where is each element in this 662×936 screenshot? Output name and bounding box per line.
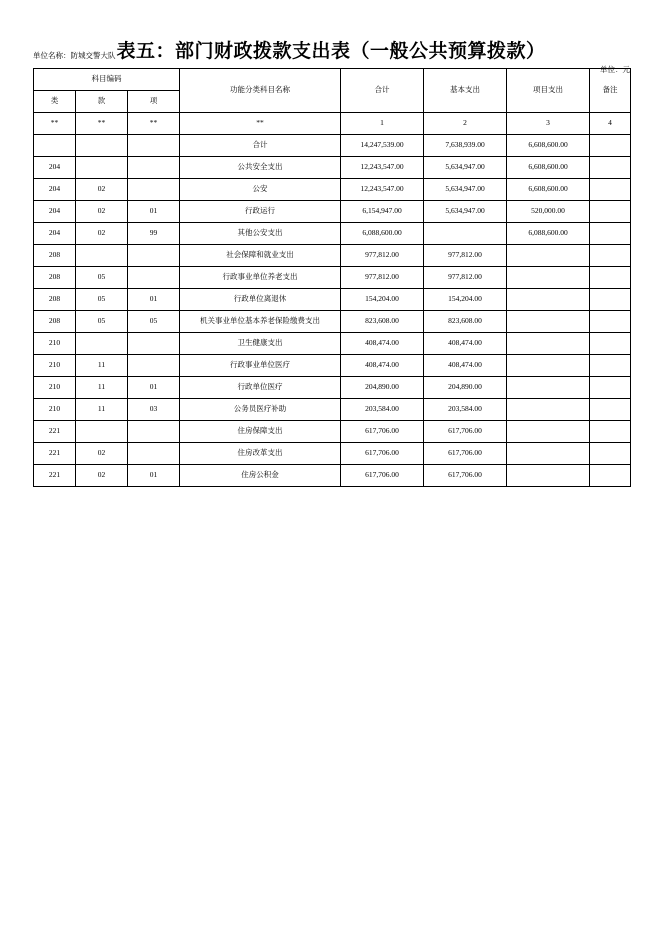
header-kuan: 款 [76,91,128,113]
cell-note [590,311,631,333]
cell-kuan: 11 [76,377,128,399]
cell-total: 12,243,547.00 [341,157,424,179]
table-row [34,465,631,487]
cell-name: 公务员医疗补助 [180,399,341,421]
cell-lei: 210 [34,355,76,377]
cell-basic: 5,634,947.00 [424,179,507,201]
cell-lei: 210 [34,333,76,355]
cell-kuan: 02 [76,223,128,245]
cell-name: 住房公积金 [180,465,341,487]
cell-name: 行政运行 [180,201,341,223]
table-row [34,267,631,289]
cell-basic: 977,812.00 [424,245,507,267]
cell-xiang: 99 [128,223,180,245]
cell-basic [424,223,507,245]
table-row [34,399,631,421]
meta-row [33,50,630,74]
cell-kuan [76,421,128,443]
cell-name: 公安 [180,179,341,201]
cell-lei: 208 [34,267,76,289]
cell-project: 6,608,600.00 [507,179,590,201]
header-xiang: 项 [128,91,180,113]
cell-lei: 221 [34,443,76,465]
cell-xiang: 01 [128,289,180,311]
cell-note [590,443,631,465]
cell-name: 行政事业单位养老支出 [180,267,341,289]
cell-kuan: 02 [76,201,128,223]
table-row [34,311,631,333]
cell-note [590,465,631,487]
cell-basic: 617,706.00 [424,421,507,443]
cell-project [507,377,590,399]
cell-note [590,421,631,443]
cell-total: 14,247,539.00 [341,135,424,157]
cell-kuan: 05 [76,289,128,311]
header-total: 合计 [341,69,424,113]
table-row [34,377,631,399]
cell-total: 408,474.00 [341,333,424,355]
table-row [34,201,631,223]
cell-project [507,333,590,355]
cell-lei: 208 [34,311,76,333]
cell-xiang [128,267,180,289]
cell-project: 520,000.00 [507,201,590,223]
cell-project [507,399,590,421]
cell-name: 行政单位医疗 [180,377,341,399]
cell-basic: 5,634,947.00 [424,201,507,223]
cell-basic: 823,608.00 [424,311,507,333]
cell-name: 公共安全支出 [180,157,341,179]
cell-name: 住房保障支出 [180,421,341,443]
cell-xiang [128,135,180,157]
table-row [34,333,631,355]
cell-basic: 204,890.00 [424,377,507,399]
table-header [34,69,631,135]
cell-total: 12,243,547.00 [341,179,424,201]
header-lei: 类 [34,91,76,113]
cell-basic: 977,812.00 [424,267,507,289]
cell-basic: 203,584.00 [424,399,507,421]
cell-kuan [76,157,128,179]
cell-total: 977,812.00 [341,245,424,267]
cell-total: 823,608.00 [341,311,424,333]
cell-xiang: 01 [128,377,180,399]
cell-total: 154,204.00 [341,289,424,311]
cell-name: 行政单位离退休 [180,289,341,311]
cell-name: 合计 [180,135,341,157]
cell-total: 977,812.00 [341,267,424,289]
colnum-lei: ** [34,113,76,135]
cell-note [590,135,631,157]
table-header-row-group [34,69,631,91]
cell-project [507,465,590,487]
cell-lei: 208 [34,245,76,267]
page-title: 表五：部门财政拨款支出表（一般公共预算拨款） [116,41,546,62]
cell-project [507,443,590,465]
cell-kuan: 02 [76,465,128,487]
cell-lei: 204 [34,223,76,245]
colnum-kuan: ** [76,113,128,135]
cell-xiang [128,157,180,179]
table-row [34,135,631,157]
cell-lei: 204 [34,157,76,179]
cell-kuan: 05 [76,311,128,333]
table-row [34,421,631,443]
header-name: 功能分类科目名称 [180,69,341,113]
cell-note [590,333,631,355]
cell-basic: 617,706.00 [424,443,507,465]
cell-lei [34,135,76,157]
cell-name: 其他公安支出 [180,223,341,245]
cell-xiang [128,443,180,465]
cell-name: 卫生健康支出 [180,333,341,355]
cell-kuan: 05 [76,267,128,289]
cell-note [590,179,631,201]
cell-total: 408,474.00 [341,355,424,377]
cell-basic: 154,204.00 [424,289,507,311]
cell-name: 住房改革支出 [180,443,341,465]
cell-total: 617,706.00 [341,443,424,465]
unit-measure-label: 单位：元 [600,65,630,74]
cell-project [507,311,590,333]
cell-xiang [128,179,180,201]
cell-project: 6,608,600.00 [507,157,590,179]
cell-xiang: 01 [128,201,180,223]
colnum-name: ** [180,113,341,135]
table-body [34,135,631,487]
cell-lei: 204 [34,179,76,201]
cell-project [507,289,590,311]
table-row [34,355,631,377]
cell-project [507,245,590,267]
header-note: 备注 [590,69,631,113]
table-row [34,179,631,201]
cell-note [590,223,631,245]
table-row [34,157,631,179]
colnum-xiang: ** [128,113,180,135]
table-column-number-row [34,113,631,135]
cell-project: 6,608,600.00 [507,135,590,157]
cell-kuan: 02 [76,179,128,201]
cell-xiang [128,245,180,267]
cell-name: 行政事业单位医疗 [180,355,341,377]
cell-kuan: 11 [76,399,128,421]
cell-lei: 221 [34,465,76,487]
cell-basic: 408,474.00 [424,333,507,355]
header-project: 项目支出 [507,69,590,113]
cell-total: 617,706.00 [341,421,424,443]
cell-project: 6,088,600.00 [507,223,590,245]
cell-total: 617,706.00 [341,465,424,487]
cell-note [590,201,631,223]
cell-xiang: 03 [128,399,180,421]
cell-xiang [128,333,180,355]
cell-basic: 7,638,939.00 [424,135,507,157]
cell-kuan [76,333,128,355]
cell-note [590,399,631,421]
cell-project [507,421,590,443]
cell-xiang [128,355,180,377]
cell-project [507,267,590,289]
colnum-basic: 2 [424,113,507,135]
cell-lei: 204 [34,201,76,223]
cell-lei: 210 [34,377,76,399]
cell-kuan: 02 [76,443,128,465]
cell-note [590,355,631,377]
header-basic: 基本支出 [424,69,507,113]
colnum-project: 3 [507,113,590,135]
cell-xiang: 05 [128,311,180,333]
cell-total: 6,088,600.00 [341,223,424,245]
cell-lei: 208 [34,289,76,311]
cell-note [590,377,631,399]
cell-kuan: 11 [76,355,128,377]
table-row [34,289,631,311]
cell-lei: 221 [34,421,76,443]
colnum-note: 4 [590,113,631,135]
cell-name: 社会保障和就业支出 [180,245,341,267]
cell-lei: 210 [34,399,76,421]
cell-total: 6,154,947.00 [341,201,424,223]
cell-kuan [76,135,128,157]
cell-total: 204,890.00 [341,377,424,399]
unit-name-label: 单位名称：防城交警大队 [33,51,116,60]
header-group-code: 科目编码 [34,69,180,91]
cell-basic: 5,634,947.00 [424,157,507,179]
cell-xiang [128,421,180,443]
cell-xiang: 01 [128,465,180,487]
cell-note [590,267,631,289]
cell-note [590,289,631,311]
table-row [34,223,631,245]
cell-name: 机关事业单位基本养老保险缴费支出 [180,311,341,333]
cell-project [507,355,590,377]
cell-total: 203,584.00 [341,399,424,421]
cell-note [590,157,631,179]
cell-basic: 617,706.00 [424,465,507,487]
cell-note [590,245,631,267]
cell-kuan [76,245,128,267]
table-row [34,245,631,267]
cell-basic: 408,474.00 [424,355,507,377]
colnum-total: 1 [341,113,424,135]
table-row [34,443,631,465]
budget-table [33,68,631,487]
